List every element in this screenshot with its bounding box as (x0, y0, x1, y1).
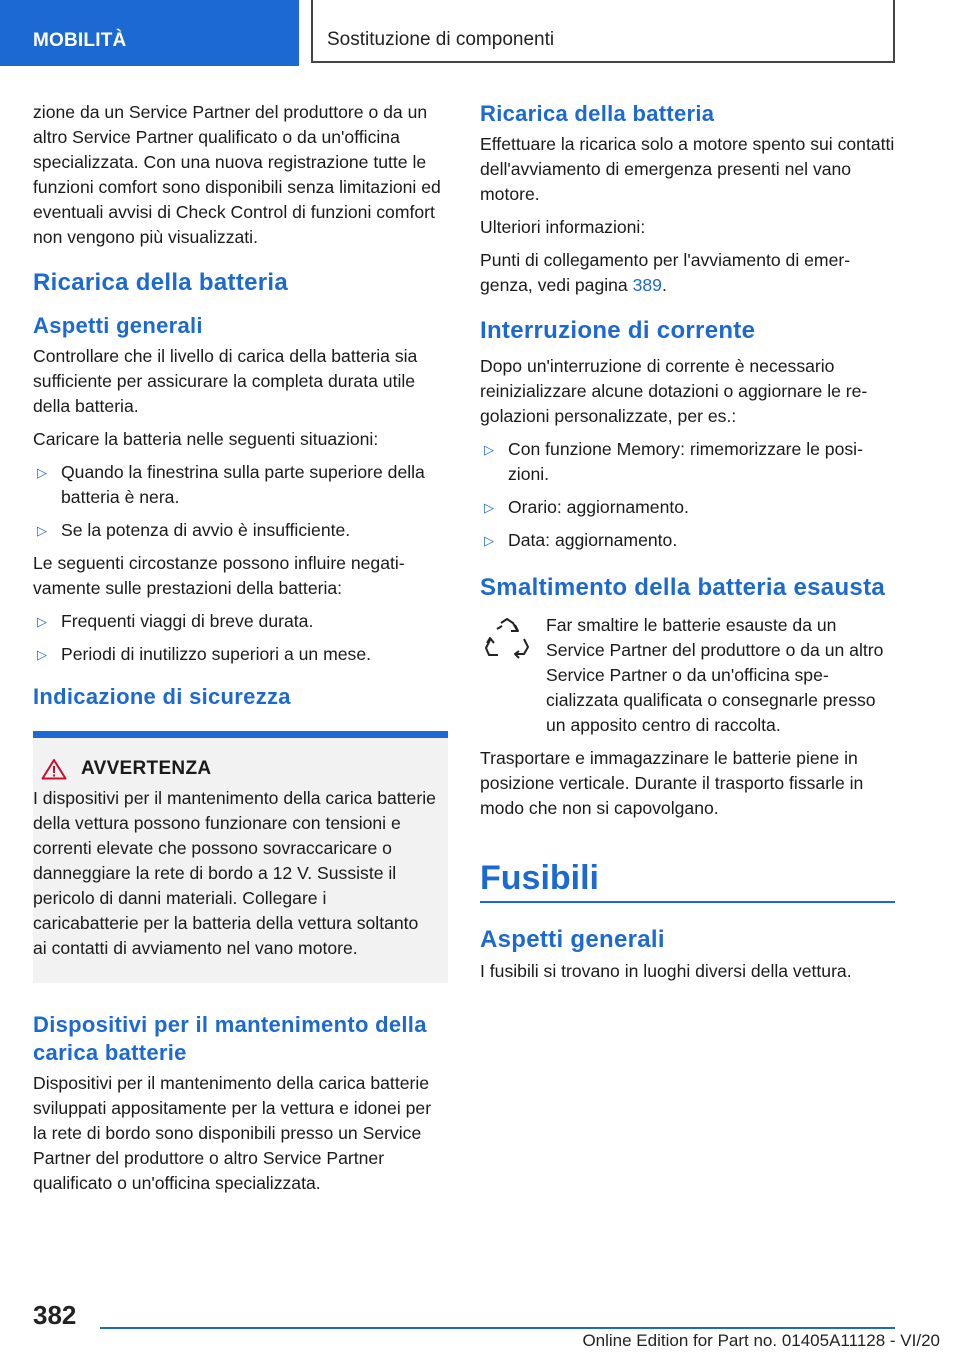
page-number: 382 (33, 1300, 77, 1330)
list-item: ▷ Con funzione Memory: rimemorizzare le posizioni. (480, 437, 895, 487)
header-section (0, 0, 299, 66)
header-chapter (311, 0, 895, 63)
triangle-bullet-icon: ▷ (37, 465, 47, 480)
paragraph-ulteriori: Ulteriori informazioni: (480, 217, 646, 237)
paragraph-caricare: Caricare la batteria nelle seguenti situazioni: (33, 429, 379, 449)
list-item: ▷ Frequenti viaggi di breve durata. (33, 609, 448, 634)
recycle-block (480, 613, 895, 746)
section-title: MOBILITÀ (33, 30, 127, 51)
paragraph-interruzione: Dopo un'interruzione di corrente è necessario reinizializzare alcune dotazioni o aggiornare le regolazioni personalizzate, per es.: (480, 356, 868, 426)
paragraph-circostanze: Le seguenti circostanze possono influire negativamente sulle prestazioni della batteria: (33, 553, 405, 598)
right-column (480, 100, 895, 992)
triangle-bullet-icon: ▷ (37, 647, 47, 662)
paragraph-fusibili: I fusibili si trovano in luoghi diversi della vettura. (480, 961, 852, 981)
list-situazioni (33, 460, 448, 543)
chapter-title: Sostituzione di componenti (327, 29, 555, 50)
heading-smaltimento: Smaltimento della batteria esausta (480, 574, 886, 601)
warning-title: AVVERTENZA (81, 758, 212, 779)
page-link[interactable]: 389 (632, 275, 662, 295)
paragraph-livello: Controllare che il livello di carica della batteria sia sufficiente per assicurare la completa durata utile della batteria. (33, 346, 418, 416)
warning-triangle-icon (41, 758, 67, 780)
list-item: ▷ Se la potenza di avvio è insufficiente. (33, 518, 448, 543)
triangle-bullet-icon: ▷ (484, 442, 494, 457)
triangle-bullet-icon: ▷ (484, 533, 494, 548)
heading-aspetti-generali: Aspetti generali (33, 313, 203, 338)
paragraph-dispositivi: Dispositivi per il mantenimento della carica batterie sviluppati appositamente per la vettura e idonei per la rete di bordo sono disponibili presso un Service Partner del produttore o altro Service Partner qualificato o un'officina specializzata. (33, 1073, 432, 1193)
footer-rule (100, 1327, 895, 1329)
heading-interruzione: Interruzione di corrente (480, 317, 756, 344)
heading-ricarica: Ricarica della batteria (33, 269, 289, 296)
paragraph-effettuare: Effettuare la ricarica solo a motore spento sui contatti dell'avviamento di emergenza presenti nel vano motore. (480, 134, 895, 204)
heading-fusibili: Fusibili (480, 859, 599, 897)
heading-dispositivi: Dispositivi per il mantenimento della carica batterie (33, 1012, 427, 1065)
footer-edition: Online Edition for Part no. 01405A11128 - VI/20 (582, 1331, 940, 1350)
list-item: ▷ Quando la finestrina sulla parte superiore della batteria è nera. (33, 460, 448, 510)
paragraph-trasportare: Trasportare e immagazzinare le batterie piene in posizione verticale. Durante il trasporto fissarle in modo che non si capovolgano. (480, 748, 864, 818)
intro-paragraph: zione da un Service Partner del produttore o da un altro Service Partner qualificato o da un'officina specializzata. Con una nuova registrazione tutte le funzioni comfort sono disponibili senza limitazioni ed eventuali avvisi di Check Control di funzioni comfort non vengono più visualizzati. (33, 102, 441, 247)
recycle-icon (484, 617, 530, 661)
list-item: ▷ Orario: aggiornamento. (480, 495, 895, 520)
paragraph-punti: Punti di collegamento per l'avviamento di emergenza, vedi pagina 389. (480, 250, 851, 295)
list-circostanze (33, 609, 448, 667)
triangle-bullet-icon: ▷ (37, 614, 47, 629)
heading-ricarica-right: Ricarica della batteria (480, 101, 715, 126)
list-item: ▷ Data: aggiornamento. (480, 528, 895, 553)
triangle-bullet-icon: ▷ (37, 523, 47, 538)
heading-aspetti-fusibili: Aspetti generali (480, 926, 665, 953)
warning-text: I dispositivi per il mantenimento della carica batterie della vettura possono funzionare con tensioni e correnti elevate che possono sovraccaricare o danneggiare la rete di bordo a 12 V. Sussiste il pericolo di danni materiali. Collegare i caricabatterie per la batteria della vettura soltanto ai contatti di avviamento nel vano motore. (33, 788, 436, 958)
paragraph-smaltimento: Far smaltire le batterie esauste da un Service Partner del produttore o da un altro Service Partner o da un'officina specializzata qualificata o consegnarle presso un apposito centro di raccolta. (546, 615, 884, 735)
heading-sicurezza: Indicazione di sicurezza (33, 684, 291, 709)
left-column (33, 100, 448, 1204)
warning-box (33, 731, 448, 983)
fusibili-title-block (480, 857, 895, 903)
list-item: ▷ Periodi di inutilizzo superiori a un mese. (33, 642, 448, 667)
list-regolazioni (480, 437, 895, 553)
triangle-bullet-icon: ▷ (484, 500, 494, 515)
warning-title-row (33, 758, 436, 780)
